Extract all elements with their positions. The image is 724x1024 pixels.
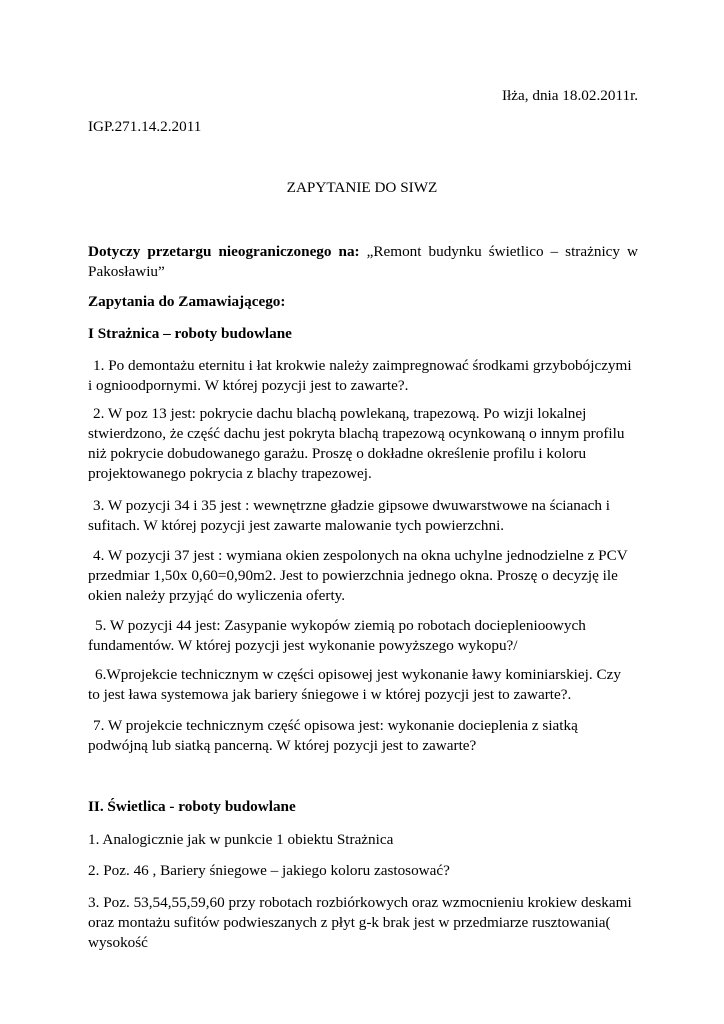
section-1-question-4: 4. W pozycji 37 jest : wymiana okien zespolonych na okna uchylne jednodzielne z PCV przedmiar 1,50x 0,60=0,90m2. Jest to powierzchnia jednego okna. Proszę o decyzję ile okien należy przyjąć do wyliczenia oferty. [88,547,628,604]
section-2-heading: II. Świetlica - roboty budowlane [88,798,296,815]
subject-text: „Remont budynku świetlico – strażnicy w Pakosławiu” [88,243,638,280]
document-title: ZAPYTANIE DO SIWZ [286,179,438,196]
questions-heading: Zapytania do Zamawiającego: [88,293,286,310]
section-1-question-2: 2. W poz 13 jest: pokrycie dachu blachą powlekaną, trapezową. Po wizji lokalnej stwierdzono, że część dachu jest pokryta blachą trapezową ocynkowaną o innym profilu niż pokrycie dobudowanego garażu. Proszę o dokładne określenie profilu i koloru projektowanego pokrycia z blachy trapezowej. [88,405,625,482]
section-1-question-6: 6.Wprojekcie technicznym w części opisowej jest wykonanie ławy kominiarskiej. Czy to jest ława systemowa jak bariery śniegowe i w której pozycji jest to zawarte?. [88,666,621,703]
place-and-date: Iłża, dnia 18.02.2011r. [502,87,639,104]
section-2-question-2: 2. Poz. 46 , Bariery śniegowe – jakiego koloru zastosować? [88,862,450,879]
subject-paragraph [88,242,638,282]
section-2-question-1: 1. Analogicznie jak w punkcie 1 obiektu Strażnica [88,831,394,848]
section-1-heading: I Strażnica – roboty budowlane [88,325,292,342]
section-1-question-5: 5. W pozycji 44 jest: Zasypanie wykopów ziemią po robotach docieplenioowych fundamentów. W której pozycji jest wykonanie powyższego wykopu?/ [88,617,586,654]
subject-label: Dotyczy przetargu nieograniczonego na: [88,243,360,260]
section-2-question-3: 3. Poz. 53,54,55,59,60 przy robotach rozbiórkowych oraz wzmocnieniu krokiew deskami oraz montażu sufitów podwieszanych z płyt g-k brak jest w przedmiarze rusztowania( wysokość [88,894,632,951]
section-1-question-1: 1. Po demontażu eternitu i łat krokwie należy zaimpregnować środkami grzybobójczymi i ognioodpornymi. W której pozycji jest to zawarte?. [88,357,632,394]
section-1-question-3: 3. W pozycji 34 i 35 jest : wewnętrzne gładzie gipsowe dwuwarstwowe na ścianach i sufitach. W której pozycji jest zawarte malowanie tych powierzchni. [88,497,610,534]
reference-number: IGP.271.14.2.2011 [88,118,202,135]
section-1-question-7: 7. W projekcie technicznym część opisowa jest: wykonanie docieplenia z siatką podwójną lub siatką pancerną. W której pozycji jest to zawarte? [88,717,578,754]
